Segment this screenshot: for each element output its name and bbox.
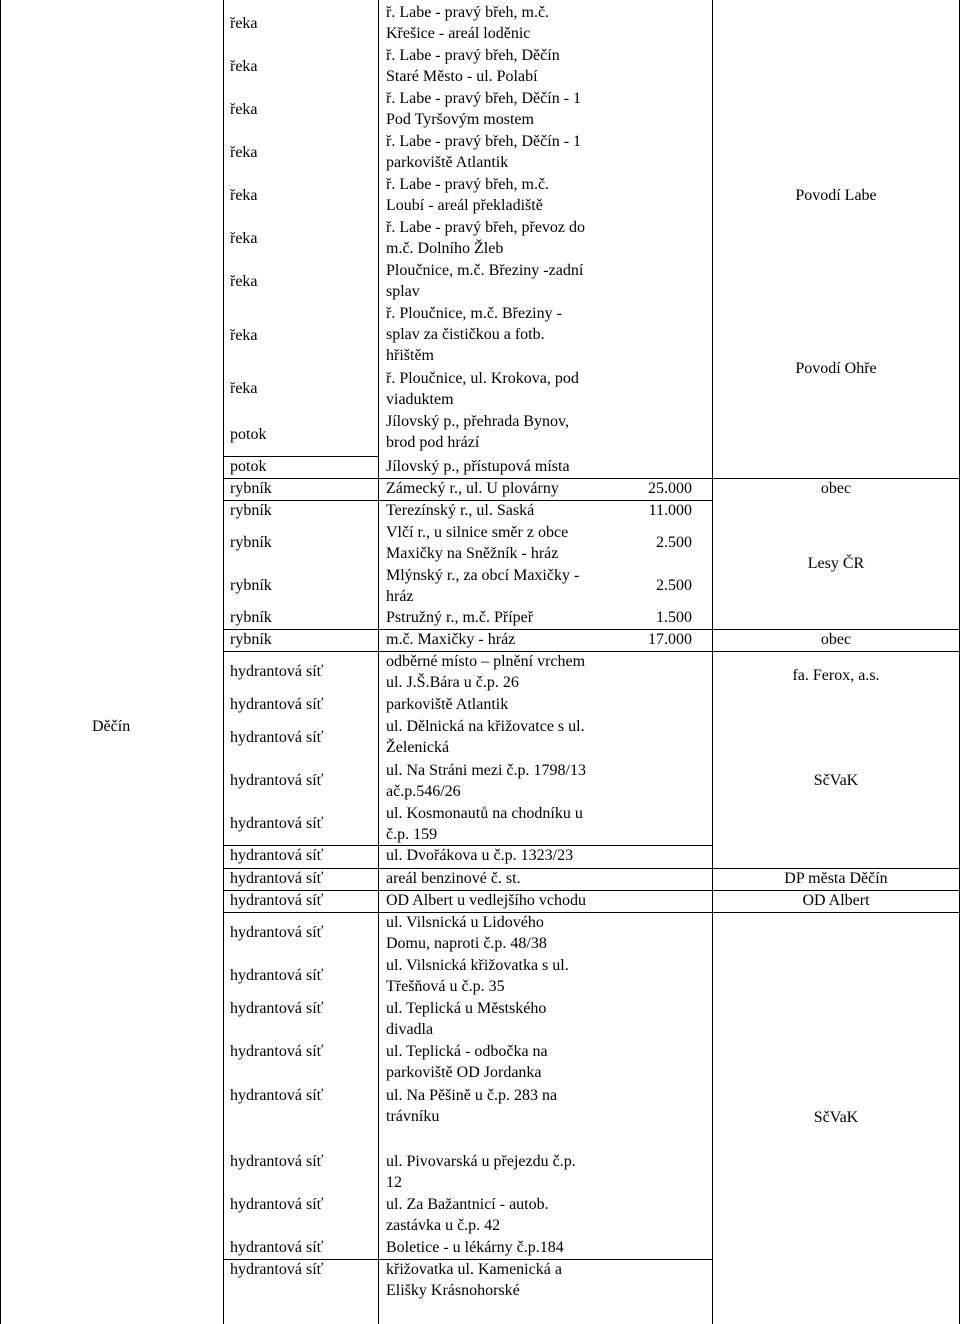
row-type: rybník xyxy=(230,480,272,497)
row-location: ř. Ploučnice, ul. Krokova, pod viaduktem xyxy=(386,370,579,408)
row-location: ul. Za Bažantnicí - autob. zastávka u č.p. 42 xyxy=(386,1196,549,1234)
row-location: ul. Kosmonautů na chodníku u č.p. 159 xyxy=(386,805,583,843)
table-divider-type xyxy=(378,0,379,1324)
row-type: řeka xyxy=(230,144,258,161)
row-type: rybník xyxy=(230,577,272,594)
owner-cell: obec xyxy=(820,480,852,497)
row-location: ul. Dělnická na křižovatce s ul. Želenická xyxy=(386,718,585,756)
row-location: ř. Labe - pravý břeh, m.č. Křešice - areál loděnic xyxy=(386,4,550,42)
row-type: hydrantová síť xyxy=(230,1261,324,1278)
table-rule xyxy=(223,890,959,891)
row-volume: 2.500 xyxy=(656,577,692,594)
row-location: odběrné místo – plnění vrchem ul. J.Š.Bára u č.p. 26 xyxy=(386,653,586,691)
row-location: Jílovský p., přístupová místa xyxy=(386,458,570,475)
row-location: Pstružný r., m.č. Přípeř xyxy=(386,609,534,626)
row-type: řeka xyxy=(230,273,258,290)
row-location: Ploučnice, m.č. Březiny -zadní splav xyxy=(386,262,584,300)
row-type: hydrantová síť xyxy=(230,1000,324,1017)
row-location: ul. Vilsnická u Lidového Domu, naproti č.p. 48/38 xyxy=(386,914,547,952)
table-rule xyxy=(223,629,959,630)
row-volume: 25.000 xyxy=(648,480,692,497)
row-location: Vlčí r., u silnice směr z obce Maxičky na Sněžník - hráz xyxy=(386,524,569,562)
row-type: řeka xyxy=(230,187,258,204)
row-type: hydrantová síť xyxy=(230,847,324,864)
row-type: potok xyxy=(230,426,267,443)
table-rule xyxy=(223,868,959,869)
row-type: řeka xyxy=(230,380,258,397)
row-location: parkoviště Atlantik xyxy=(386,696,509,713)
row-location: ul. Vilsnická křižovatka s ul. Třešňová u č.p. 35 xyxy=(386,957,569,995)
row-type: hydrantová síť xyxy=(230,1043,324,1060)
row-location: m.č. Maxičky - hráz xyxy=(386,631,516,648)
row-type: řeka xyxy=(230,58,258,75)
row-type: hydrantová síť xyxy=(230,967,324,984)
owner-cell: Lesy ČR xyxy=(807,555,865,572)
row-type: rybník xyxy=(230,502,272,519)
city-cell: Děčín xyxy=(92,718,131,735)
table-rule xyxy=(223,912,959,913)
row-location: ř. Labe - pravý břeh, Děčín Staré Město - ul. Polabí xyxy=(386,47,560,85)
row-type: hydrantová síť xyxy=(230,663,324,680)
table-rule xyxy=(223,651,959,652)
row-type: hydrantová síť xyxy=(230,729,324,746)
row-location: ul. Teplická - odbočka na parkoviště OD Jordanka xyxy=(386,1043,548,1081)
row-location: ul. Na Pěšině u č.p. 283 na trávníku xyxy=(386,1087,558,1125)
owner-cell: obec xyxy=(820,631,852,648)
row-type: řeka xyxy=(230,230,258,247)
owner-cell: SčVaK xyxy=(813,1109,859,1126)
row-type: rybník xyxy=(230,534,272,551)
row-type: hydrantová síť xyxy=(230,870,324,887)
row-location: Boletice - u lékárny č.p.184 xyxy=(386,1239,564,1256)
owner-cell: OD Albert xyxy=(802,892,870,909)
row-type: řeka xyxy=(230,15,258,32)
row-type: hydrantová síť xyxy=(230,892,324,909)
row-location: ul. Dvořákova u č.p. 1323/23 xyxy=(386,847,574,864)
row-type: hydrantová síť xyxy=(230,1196,324,1213)
row-volume: 11.000 xyxy=(648,502,692,519)
row-location: Terezínský r., ul. Saská xyxy=(386,502,535,519)
table-border-left xyxy=(0,0,1,1324)
row-volume: 17.000 xyxy=(648,631,692,648)
row-location: ř. Labe - pravý břeh, Děčín - 1 Pod Tyršovým mostem xyxy=(386,90,582,128)
row-type: hydrantová síť xyxy=(230,924,324,941)
row-type: potok xyxy=(230,458,267,475)
owner-cell: DP města Děčín xyxy=(784,870,888,887)
row-type: řeka xyxy=(230,101,258,118)
row-type: hydrantová síť xyxy=(230,1087,324,1104)
table-divider-location xyxy=(712,0,713,1324)
row-location: ř. Labe - pravý břeh, m.č. Loubí - areál překladiště xyxy=(386,176,550,214)
owner-cell: SčVaK xyxy=(813,772,859,789)
row-location: OD Albert u vedlejšího vchodu xyxy=(386,892,586,909)
row-volume: 2.500 xyxy=(656,534,692,551)
table-divider-city xyxy=(223,0,224,1324)
owner-cell: Povodí Ohře xyxy=(795,360,877,377)
row-type: hydrantová síť xyxy=(230,696,324,713)
row-location: areál benzinové č. st. xyxy=(386,870,521,887)
row-location: Jílovský p., přehrada Bynov, brod pod hrází xyxy=(386,413,569,451)
table-rule xyxy=(223,1259,712,1260)
table-rule xyxy=(223,500,712,501)
row-location: ul. Na Stráni mezi č.p. 1798/13 ač.p.546/26 xyxy=(386,762,586,800)
row-type: hydrantová síť xyxy=(230,1239,324,1256)
row-location: ř. Labe - pravý břeh, převoz do m.č. Dolního Žleb xyxy=(386,219,586,257)
row-type: řeka xyxy=(230,327,258,344)
row-type: hydrantová síť xyxy=(230,772,324,789)
owner-cell: Povodí Labe xyxy=(795,187,877,204)
row-location: ř. Labe - pravý břeh, Děčín - 1 parkoviště Atlantik xyxy=(386,133,582,171)
row-location: ul. Pivovarská u přejezdu č.p. 12 xyxy=(386,1153,576,1191)
row-type: rybník xyxy=(230,631,272,648)
row-location: ul. Teplická u Městského divadla xyxy=(386,1000,547,1038)
row-type: rybník xyxy=(230,609,272,626)
owner-cell: fa. Ferox, a.s. xyxy=(792,667,880,684)
table-rule xyxy=(223,478,959,479)
row-type: hydrantová síť xyxy=(230,1153,324,1170)
row-volume: 1.500 xyxy=(656,609,692,626)
table-rule xyxy=(223,456,378,457)
row-type: hydrantová síť xyxy=(230,815,324,832)
row-location: ř. Ploučnice, m.č. Březiny - splav za čističkou a fotb. hřištěm xyxy=(386,305,562,364)
row-location: Mlýnský r., za obcí Maxičky - hráz xyxy=(386,567,580,605)
row-location: křižovatka ul. Kamenická a Elišky Krásnohorské xyxy=(386,1261,562,1299)
row-location: Zámecký r., ul. U plovárny xyxy=(386,480,559,497)
table-rule xyxy=(223,845,712,846)
